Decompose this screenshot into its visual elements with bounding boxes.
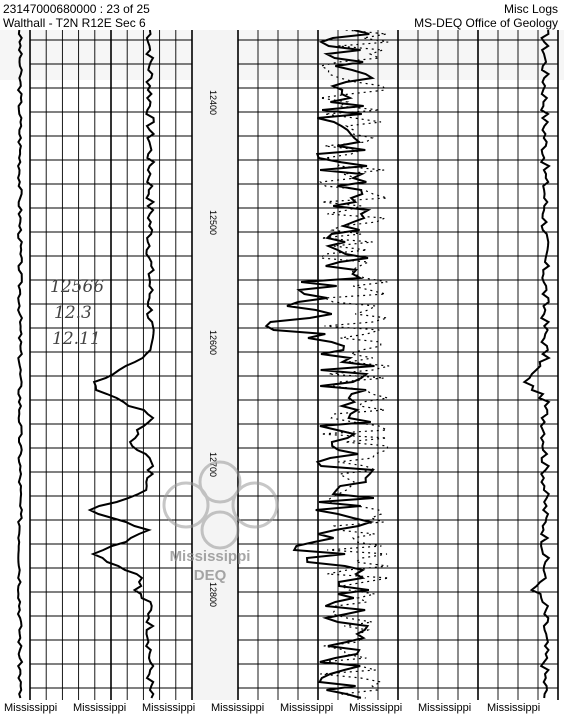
depth-label: 12700	[208, 452, 218, 478]
well-id-page: 23147000680000 : 23 of 25	[3, 2, 150, 16]
footer-label: Mississippi	[4, 702, 58, 714]
handwritten-note: 12566	[50, 277, 105, 297]
depth-label: 12500	[208, 210, 218, 236]
footer-label: Mississippi	[142, 702, 196, 714]
well-location: Walthall - T2N R12E Sec 6	[3, 16, 146, 30]
handwritten-note: 12.3	[54, 303, 92, 323]
watermark-text: Mississippi	[169, 548, 251, 565]
footer-label: Mississippi	[73, 702, 127, 714]
agency-name: MS-DEQ Office of Geology	[414, 16, 558, 30]
footer-label: Mississippi	[211, 702, 265, 714]
footer-watermark-row	[0, 701, 564, 715]
well-log-image	[0, 30, 564, 700]
footer-label: Mississippi	[280, 702, 334, 714]
watermark-text: DEQ	[193, 567, 227, 584]
footer-label: Mississippi	[418, 702, 472, 714]
footer-label: Mississippi	[487, 702, 541, 714]
handwritten-note: 12.11	[52, 329, 101, 349]
depth-label: 12400	[208, 90, 218, 116]
document-type: Misc Logs	[503, 2, 558, 16]
footer-label: Mississippi	[349, 702, 403, 714]
depth-label: 12600	[208, 330, 218, 356]
depth-label: 12800	[208, 582, 218, 608]
